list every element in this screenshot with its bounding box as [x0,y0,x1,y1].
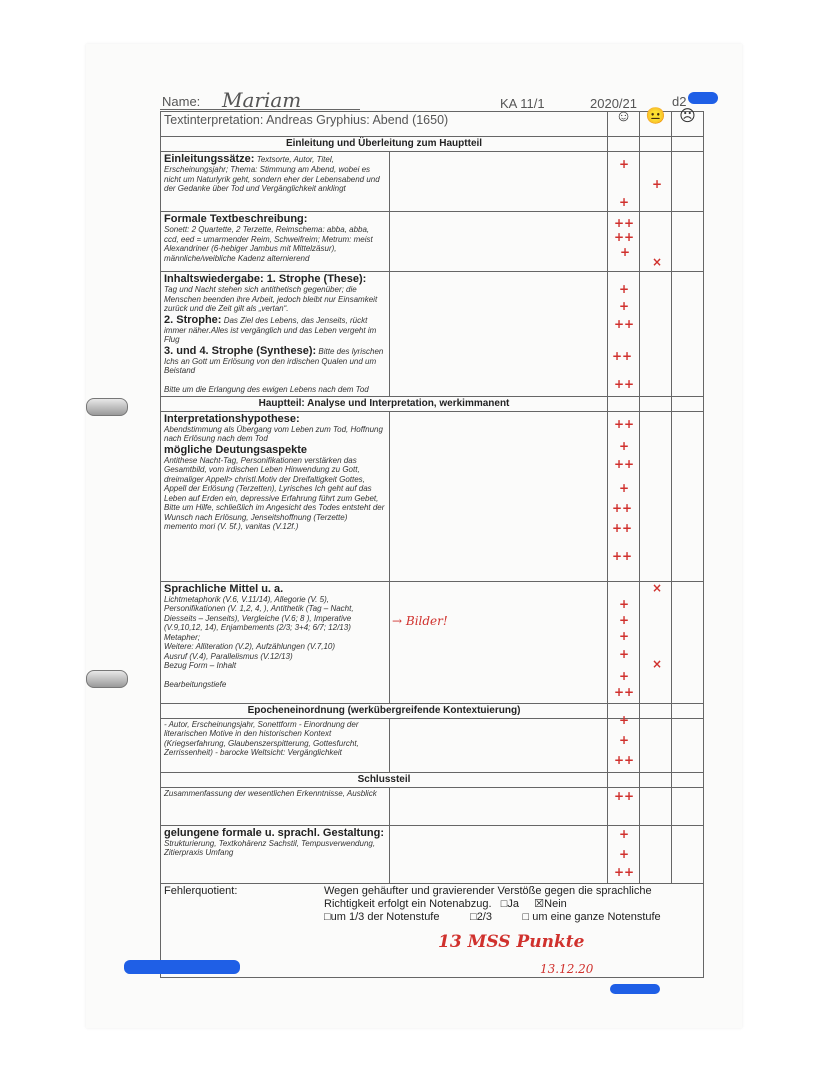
row-einleitung: Einleitungssätze: Textsorte, Autor, Titel, Erscheinungsjahr; Thema: Stimmung am Abend, wobei es nicht um Naturlyrik geht, sondern eher der Lebensabend und der Gedanke über Tod und Vergänglichkeit anklingt [161,152,390,212]
row-schluss: Zusammenfassung der wesentlichen Erkenntnisse, Ausblick [161,787,390,825]
redaction-mark-signature [124,960,240,974]
redaction-mark-bottom [610,984,660,994]
fehler-section [161,883,704,977]
redaction-mark-top [688,92,718,104]
row-gestaltung: gelungene formale u. sprachl. Gestaltung: Strukturierung, Textkohärenz Sachstil, Tempusverwendung, Zitierpraxis Umfang [161,825,390,883]
mark-double-plus: ++ [614,789,635,803]
fehler-text1: Wegen gehäufter und gravierender Verstöße gegen die sprachliche [324,884,652,897]
section-epoch: Epocheneinordnung (werkübergreifende Kontextuierung) [161,703,608,718]
row-sprache: Sprachliche Mittel u. a. Lichtmetaphorik (V.6, V.11/14), Allegorie (V. 5), Personifikationen (V. 1,2, 4, ), Antithetik (Tag – Nacht, Diesseits – Jenseits), Vergleiche (V.6; 8 ), Imperative (V.9,10,12, 14), Enjambements (2/3; 3+4; 6/7; 12/13) Metapher; Weitere: Alliteration (V.2), Aufzählungen (V.7,10) Ausruf (V.4), Parallelismus (V.12/13) Bezug Form – Inhalt Bearbeitungstiefe [161,581,390,703]
mark-plus: + [619,597,630,611]
mark-plus: + [619,647,630,661]
mark-plus: + [620,245,631,259]
opt-third-checkbox[interactable]: □um 1/3 der Notenstufe [324,910,440,923]
happy-face-icon: ☺ [608,112,640,137]
name-label: Name: [162,94,201,109]
mark-double-plus: ++ [614,417,635,431]
sad-face-icon: ☹ [672,112,704,137]
name-underline [160,109,360,110]
opt-twothird-checkbox[interactable]: □2/3 [470,910,492,923]
mark-plus: + [619,299,630,313]
mark-plus: + [619,847,630,861]
mark-plus: + [652,177,663,191]
mark-plus: + [619,439,630,453]
mark-double-plus: ++ [614,685,635,699]
mark-double-plus: ++ [614,230,635,244]
mark-double-plus: ++ [614,753,635,767]
fehler-text2: Richtigkeit erfolgt ein Notenabzug. [324,897,492,910]
mark-double-plus: ++ [612,549,633,563]
final-grade: 13 MSS Punkte [438,932,585,952]
extra-label: d2 [672,94,687,109]
section-main: Hauptteil: Analyse und Interpretation, werkimmanent [161,396,608,411]
mark-plus: + [619,733,630,747]
fehler-label: Fehlerquotient: [164,884,238,897]
class-label: KA 11/1 [500,96,545,111]
binder-ring-top [86,398,128,416]
neutral-face-icon: 😐 [640,112,672,137]
mark-plus: + [619,157,630,171]
school-year: 2020/21 [590,96,637,111]
mark-double-plus: ++ [614,216,635,230]
mark-double-plus: ++ [614,317,635,331]
mark-cross: × [652,657,663,671]
ja-checkbox[interactable]: □Ja [500,897,519,910]
opt-whole-checkbox[interactable]: □ um eine ganze Notenstufe [522,910,661,923]
mark-plus: + [619,827,630,841]
mark-double-plus: ++ [614,457,635,471]
binder-ring-bottom [86,670,128,688]
student-name: Mariam [222,88,302,112]
mark-double-plus: ++ [612,349,633,363]
mark-plus: + [619,481,630,495]
mark-double-plus: ++ [612,501,633,515]
mark-plus: + [619,629,630,643]
row-inhalt: Inhaltswiedergabe: 1. Strophe (These): Tag und Nacht stehen sich antithetisch gegenüber; die Menschen beenden ihre Arbeit, jedoch bleibt nur Einsamkeit zurück und die Zeit gilt als „vertan“. 2. Strophe: Das Ziel des Lebens, das Jenseits, rückt immer näher.Alles ist vergänglich und das Leben vergeht im Flug 3. und 4. Strophe (Synthese): Bitte des lyrischen Ichs an Gott um Erlösung von den irdischen Qualen und um Beistand Bitte um die Erlangung des ewigen Lebens nach dem Tod [161,272,390,397]
nein-checkbox[interactable]: ☒Nein [534,897,567,910]
assignment-title: Textinterpretation: Andreas Gryphius: Abend (1650) [161,112,608,137]
mark-cross: × [652,581,663,595]
mark-double-plus: ++ [614,865,635,879]
mark-double-plus: ++ [612,521,633,535]
mark-plus: + [619,195,630,209]
mark-plus: + [619,613,630,627]
note-bilder: → Bilder! [392,614,448,628]
row-formal: Formale Textbeschreibung: Sonett: 2 Quartette, 2 Terzette, Reimschema: abba, abba, ccd, eed = umarmender Reim, Schweifreim; Metrum: meist Alexandriner (6-hebiger Jambus mit Mittelzäsur), männliche/weibliche Kadenz alternierend [161,212,390,272]
mark-plus: + [619,669,630,683]
mark-plus: + [619,713,630,727]
row-interpretation: Interpretationshypothese: Abendstimmung als Übergang vom Leben zum Tod, Hoffnung nach Erlösung nach dem Tod mögliche Deutungsaspekte Antithese Nacht-Tag, Personifikationen verstärken das Gesamtbild, vom irdischen Leben Hinwendung zu Gott, dreimaliger Appell> christl.Motiv der Dreifaltigkeit Gottes, Appell der Erlösung (Terzetten), Lyrisches Ich geht auf das Leben auf Erden ein, depressive Erfahrung führt zum Gebet, Bitte um Hilfe, schließlich im Angesicht des Todes entsteht der Wunsch nach Erlösung, Jenseitshoffnung (Terzette) memento mori (V. 5f.), vanitas (V.12f.) [161,411,390,581]
mark-double-plus: ++ [614,377,635,391]
grade-date: 13.12.20 [540,962,594,976]
section-end: Schlussteil [161,772,608,787]
section-intro: Einleitung und Überleitung zum Hauptteil [161,137,608,152]
row-epoche: - Autor, Erscheinungsjahr, Sonettform - Einordnung der literarischen Motive in den historischen Kontext (Kriegserfahrung, Glaubenszerspitterung, Gottesfurcht, Zerrissenheit) - barocke Weltsicht: Vergänglichkeit [161,718,390,772]
mark-cross: × [652,255,663,269]
mark-plus: + [619,282,630,296]
